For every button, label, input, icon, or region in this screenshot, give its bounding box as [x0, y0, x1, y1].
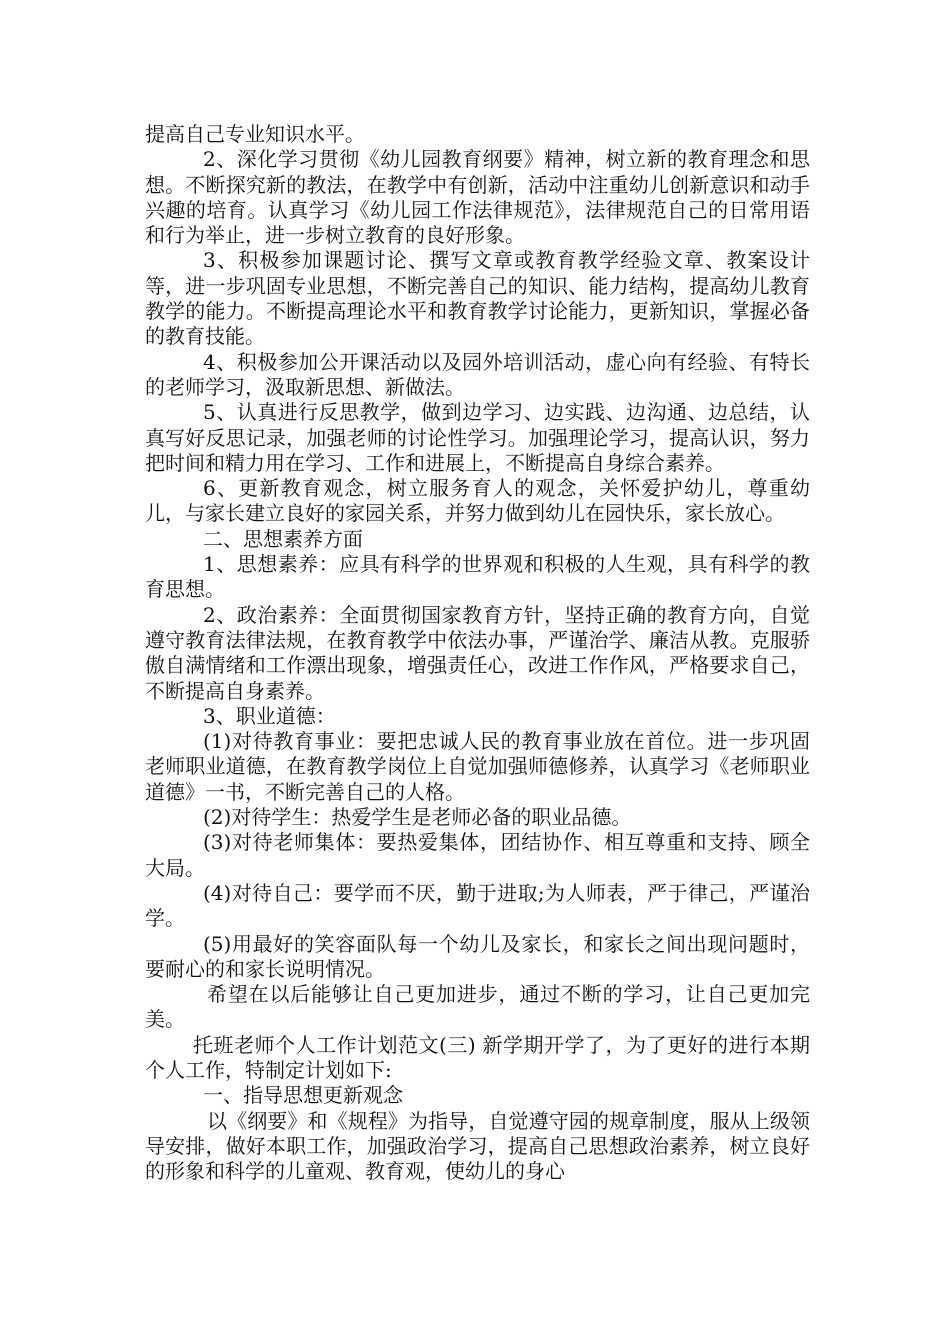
paragraph-11: (2)对待学生：热爱学生是老师必备的职业品德。 — [203, 805, 632, 830]
paragraph-3: 3、积极参加课题讨论、撰写文章或教育教学经验文章、教案设计等，进一步巩固专业思想，不断完善自己的知识、能力结构，提高幼儿教育教学的能力。不断提高理论水平和教育教学讨论能力，更新知识，掌握必备的教育技能。 — [145, 248, 810, 349]
section-heading-thought-quality: 二、思想素养方面 — [203, 526, 363, 551]
section-heading-guiding-thought: 一、指导思想更新观念 — [203, 1083, 403, 1108]
paragraph-14: (5)用最好的笑容面队每一个幼儿及家长，和家长之间出现问题时，要耐心的和家长说明情况。 — [145, 931, 810, 981]
document-body — [145, 122, 810, 1184]
paragraph-16: 托班老师个人工作计划范文(三) 新学期开学了，为了更好的进行本期个人工作，特制定计划如下: — [145, 1032, 810, 1082]
paragraph-6: 6、更新教育观念，树立服务育人的观念，关怀爱护幼儿，尊重幼儿，与家长建立良好的家园关系，并努力做到幼儿在园快乐，家长放心。 — [145, 476, 810, 526]
paragraph-12: (3)对待老师集体：要热爱集体，团结协作、相互尊重和支持、顾全大局。 — [145, 830, 810, 880]
paragraph-15: 希望在以后能够让自己更加进步，通过不断的学习，让自己更加完美。 — [145, 982, 810, 1032]
paragraph-5: 5、认真进行反思教学，做到边学习、边实践、边沟通、边总结，认真写好反思记录，加强老师的讨论性学习。加强理论学习，提高认识，努力把时间和精力用在学习、工作和进展上，不断提高自身综合素养。 — [145, 400, 810, 475]
paragraph-10: (1)对待教育事业：要把忠诚人民的教育事业放在首位。进一步巩固老师职业道德，在教育教学岗位上自觉加强师德修养，认真学习《老师职业道德》一书，不断完善自己的人格。 — [145, 729, 810, 804]
paragraph-7: 1、思想素养：应具有科学的世界观和积极的人生观，具有科学的教育思想。 — [145, 552, 810, 602]
paragraph-9: 3、职业道德： — [203, 703, 336, 728]
paragraph-13: (4)对待自己：要学而不厌，勤于进取;为人师表，严于律己，严谨治学。 — [145, 880, 810, 931]
paragraph-1: 提高自己专业知识水平。 — [145, 122, 365, 146]
paragraph-4: 4、积极参加公开课活动以及园外培训活动，虚心向有经验、有特长的老师学习，汲取新思想、新做法。 — [145, 349, 810, 399]
paragraph-2: 2、深化学习贯彻《幼儿园教育纲要》精神，树立新的教育理念和思想。不断探究新的教法，在教学中有创新，活动中注重幼儿创新意识和动手兴趣的培育。认真学习《幼儿园工作法律规范》，法律规范自己的日常用语和行为举止，进一步树立教育的良好形象。 — [145, 147, 810, 248]
paragraph-8: 2、政治素养：全面贯彻国家教育方针，坚持正确的教育方向，自觉遵守教育法律法规，在教育教学中依法办事，严谨治学、廉洁从教。克服骄傲自满情绪和工作漂出现象，增强责任心，改进工作作风，严格要求自己，不断提高自身素养。 — [145, 602, 810, 703]
paragraph-17: 以《纲要》和《规程》为指导，自觉遵守园的规章制度，服从上级领导安排，做好本职工作，加强政治学习，提高自己思想政治素养，树立良好的形象和科学的儿童观、教育观，使幼儿的身心 — [145, 1108, 810, 1184]
